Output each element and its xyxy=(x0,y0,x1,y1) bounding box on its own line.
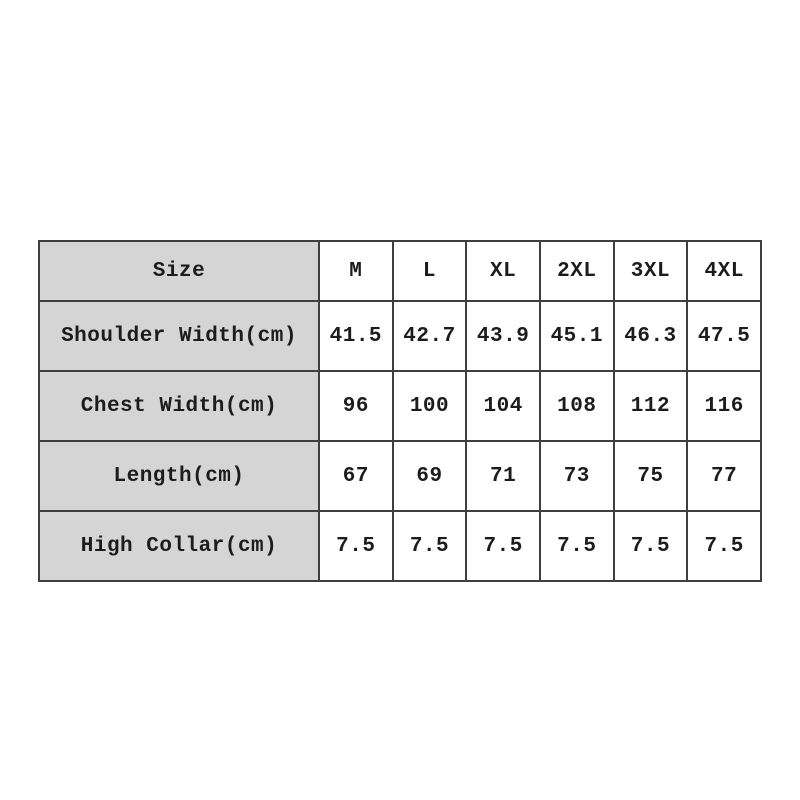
value-cell: 73 xyxy=(540,441,614,511)
table-body xyxy=(39,301,761,581)
value-cell: 77 xyxy=(687,441,761,511)
size-column-header: 2XL xyxy=(540,241,614,301)
value-cell: 7.5 xyxy=(319,511,393,581)
value-cell: 112 xyxy=(614,371,688,441)
row-label: Shoulder Width(cm) xyxy=(39,301,319,371)
value-cell: 7.5 xyxy=(466,511,540,581)
value-cell: 75 xyxy=(614,441,688,511)
value-cell: 43.9 xyxy=(466,301,540,371)
row-label: Length(cm) xyxy=(39,441,319,511)
value-cell: 45.1 xyxy=(540,301,614,371)
size-column-header: 3XL xyxy=(614,241,688,301)
size-column-header: XL xyxy=(466,241,540,301)
value-cell: 42.7 xyxy=(393,301,467,371)
header-row xyxy=(39,241,761,301)
value-cell: 7.5 xyxy=(614,511,688,581)
table-row xyxy=(39,511,761,581)
table-row xyxy=(39,441,761,511)
size-column-header: 4XL xyxy=(687,241,761,301)
value-cell: 67 xyxy=(319,441,393,511)
value-cell: 100 xyxy=(393,371,467,441)
value-cell: 7.5 xyxy=(540,511,614,581)
size-column-header: L xyxy=(393,241,467,301)
value-cell: 46.3 xyxy=(614,301,688,371)
value-cell: 7.5 xyxy=(687,511,761,581)
value-cell: 96 xyxy=(319,371,393,441)
value-cell: 71 xyxy=(466,441,540,511)
size-chart-table xyxy=(38,240,762,582)
value-cell: 41.5 xyxy=(319,301,393,371)
value-cell: 108 xyxy=(540,371,614,441)
row-label: High Collar(cm) xyxy=(39,511,319,581)
size-corner-header: Size xyxy=(39,241,319,301)
value-cell: 69 xyxy=(393,441,467,511)
value-cell: 7.5 xyxy=(393,511,467,581)
value-cell: 104 xyxy=(466,371,540,441)
row-label: Chest Width(cm) xyxy=(39,371,319,441)
size-column-header: M xyxy=(319,241,393,301)
table-row xyxy=(39,301,761,371)
value-cell: 116 xyxy=(687,371,761,441)
value-cell: 47.5 xyxy=(687,301,761,371)
table-row xyxy=(39,371,761,441)
